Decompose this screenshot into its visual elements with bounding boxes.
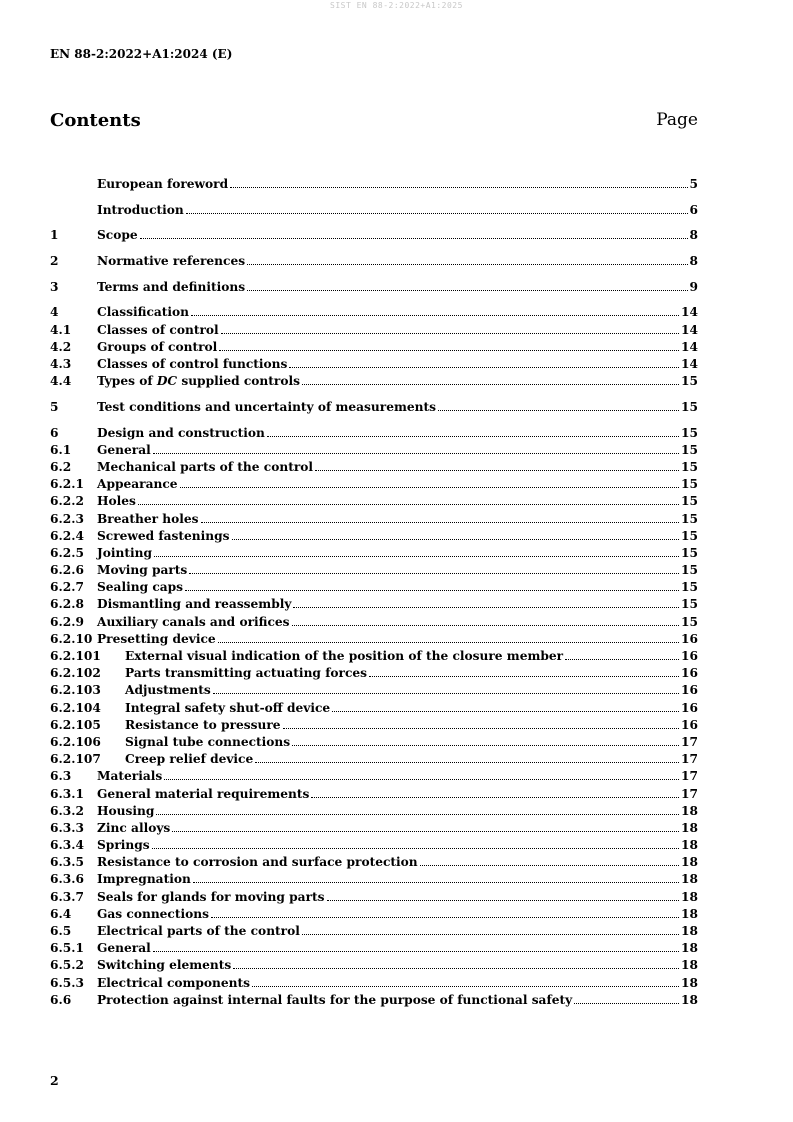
toc-entry-number: 6.5.1 [50, 941, 84, 956]
toc-entry[interactable] [50, 924, 698, 941]
toc-entry-number: 6.2.102 [50, 666, 101, 681]
toc-entry-title: European foreword [97, 177, 229, 191]
toc-entry-title: Signal tube connections [125, 734, 291, 749]
toc-entry-page: 15 [681, 459, 698, 474]
toc-entry-page: 15 [681, 374, 698, 389]
toc-entry[interactable] [50, 993, 698, 1010]
toc-entry-page: 8 [689, 228, 698, 243]
toc-dot-leader [302, 384, 679, 385]
toc-entry[interactable] [50, 941, 698, 958]
toc-entry-number: 6.2.105 [50, 717, 101, 732]
toc-entry-number: 6.2.3 [50, 511, 84, 526]
toc-entry-title: General [97, 941, 151, 956]
toc-entry-title: Classes of control [97, 322, 219, 337]
toc-entry-page: 5 [689, 177, 698, 191]
toc-dot-leader [327, 900, 680, 901]
toc-entry-page: 15 [681, 511, 698, 526]
toc-entry[interactable] [50, 683, 698, 700]
toc-entry-page: 18 [681, 924, 698, 938]
toc-entry[interactable] [50, 400, 698, 417]
toc-entry-number: 6.2.2 [50, 494, 84, 509]
toc-entry-number: 4 [50, 305, 59, 320]
toc-dot-leader [152, 848, 679, 849]
toc-entry-page: 16 [681, 649, 698, 663]
toc-entry[interactable] [50, 254, 698, 271]
toc-entry-page: 6 [689, 202, 698, 217]
toc-dot-leader [292, 745, 679, 746]
toc-dot-leader [140, 238, 688, 239]
toc-entry-title: Test conditions and uncertainty of measurements [97, 399, 436, 414]
toc-entry-page: 18 [681, 958, 698, 973]
toc-dot-leader [232, 539, 680, 540]
toc-entry-page: 14 [681, 339, 698, 354]
toc-entry-page: 15 [681, 399, 698, 414]
toc-entry[interactable] [50, 752, 698, 769]
toc-entry[interactable] [50, 701, 698, 718]
toc-entry-number: 6.2 [50, 459, 72, 474]
toc-entry-title: Resistance to pressure [125, 717, 281, 732]
toc-entry-title: Jointing [97, 545, 153, 560]
toc-entry-page: 18 [681, 906, 698, 921]
toc-entry[interactable] [50, 494, 698, 511]
toc-dot-leader [189, 573, 679, 574]
toc-entry-page: 14 [681, 305, 698, 320]
toc-dot-leader [289, 367, 679, 368]
toc-entry-number: 6.3.2 [50, 803, 84, 818]
toc-entry[interactable] [50, 357, 698, 374]
toc-entry[interactable] [50, 769, 698, 786]
toc-dot-leader [230, 187, 687, 188]
toc-entry-title: External visual indication of the position of the closure member [125, 649, 564, 663]
toc-entry[interactable] [50, 649, 698, 666]
toc-entry-page: 15 [681, 442, 698, 457]
toc-entry-title-italic: DC [156, 374, 178, 389]
toc-dot-leader [213, 693, 679, 694]
toc-entry[interactable] [50, 305, 698, 322]
toc-dot-leader [201, 522, 680, 523]
toc-entry-page: 15 [681, 425, 698, 440]
toc-entry-page: 16 [681, 631, 698, 646]
toc-entry-title: Seals for glands for moving parts [97, 889, 325, 904]
toc-entry-title: Scope [97, 228, 138, 243]
toc-entry-number: 6.2.103 [50, 683, 101, 698]
toc-entry-page: 16 [681, 683, 698, 698]
toc-entry-number: 1 [50, 228, 59, 243]
toc-entry[interactable] [50, 907, 698, 924]
toc-entry-title: Switching elements [97, 958, 232, 973]
toc-entry-page: 14 [681, 357, 698, 371]
toc-dot-leader [255, 762, 679, 763]
toc-entry-number: 6.3 [50, 769, 72, 784]
toc-entry[interactable] [50, 838, 698, 855]
toc-dot-leader [193, 882, 679, 883]
toc-entry[interactable] [50, 958, 698, 975]
toc-entry[interactable] [50, 546, 698, 563]
toc-entry-number: 6.5.3 [50, 975, 84, 990]
toc-dot-leader [191, 315, 679, 316]
toc-entry-page: 15 [681, 494, 698, 509]
toc-entry-page: 15 [681, 528, 698, 543]
toc-entry-number: 6.3.7 [50, 889, 84, 904]
toc-entry[interactable] [50, 228, 698, 245]
toc-entry-number: 6.1 [50, 442, 72, 457]
toc-entry[interactable] [50, 529, 698, 546]
toc-entry-title-part: supplied controls [177, 374, 300, 389]
toc-entry-number: 6.2.10 [50, 631, 93, 646]
toc-entry-title: General [97, 442, 151, 457]
toc-dot-leader [247, 290, 687, 291]
toc-dot-leader [219, 350, 679, 351]
toc-dot-leader [252, 986, 679, 987]
toc-entry-number: 6.2.4 [50, 528, 84, 543]
toc-entry[interactable] [50, 340, 698, 357]
toc-dot-leader [293, 607, 679, 608]
toc-entry-number: 6.3.1 [50, 786, 84, 801]
toc-entry-page: 18 [681, 975, 698, 990]
toc-entry[interactable] [50, 203, 698, 220]
toc-entry-title: General material requirements [97, 786, 310, 801]
toc-entry-number: 4.2 [50, 339, 72, 354]
toc-entry-page: 18 [681, 838, 698, 853]
page-number: 2 [50, 1073, 59, 1088]
toc-entry-page: 15 [681, 563, 698, 578]
toc-entry-title: Adjustments [125, 683, 211, 698]
toc-entry-number: 6.2.107 [50, 752, 101, 767]
toc-entry-page: 9 [689, 279, 698, 294]
toc-dot-leader [211, 917, 679, 918]
toc-dot-leader [156, 814, 679, 815]
toc-entry[interactable] [50, 374, 698, 391]
toc-entry-number: 6.4 [50, 906, 72, 921]
toc-entry[interactable] [50, 177, 698, 194]
toc-dot-leader [574, 1003, 679, 1004]
toc-entry-number: 4.4 [50, 374, 72, 389]
toc-entry-page: 18 [681, 941, 698, 956]
toc-entry-title: Gas connections [97, 906, 209, 921]
toc-entry-title: Protection against internal faults for the purpose of functional safety [97, 992, 573, 1007]
toc-entry-number: 2 [50, 254, 59, 269]
toc-entry-page: 16 [681, 700, 698, 715]
toc-entry-title: Classification [97, 305, 190, 320]
toc-entry-title: Housing [97, 803, 155, 818]
toc-entry-number: 6.5 [50, 924, 72, 938]
toc-entry-number: 6.3.6 [50, 872, 84, 887]
toc-dot-leader [247, 264, 687, 265]
toc-dot-leader [218, 642, 679, 643]
toc-entry-title: Electrical components [97, 975, 251, 990]
toc-entry[interactable] [50, 580, 698, 597]
toc-entry[interactable] [50, 426, 698, 443]
toc-dot-leader [369, 676, 679, 677]
toc-dot-leader [185, 590, 679, 591]
toc-entry-number: 6.2.7 [50, 580, 84, 595]
toc-dot-leader [292, 625, 680, 626]
toc-entry-title: Holes [97, 494, 136, 509]
toc-entry-number: 6.2.106 [50, 734, 101, 749]
toc-dot-leader [438, 410, 679, 411]
toc-entry-title: Materials [97, 769, 163, 784]
toc-entry-number: 6.3.4 [50, 838, 84, 853]
toc-entry-title: Moving parts [97, 563, 188, 578]
toc-entry[interactable] [50, 718, 698, 735]
toc-entry-title: Dismantling and reassembly [97, 597, 292, 612]
toc-dot-leader [315, 470, 679, 471]
toc-entry[interactable] [50, 855, 698, 872]
toc-entry[interactable] [50, 787, 698, 804]
document-id-header: EN 88-2:2022+A1:2024 (E) [50, 47, 233, 61]
toc-entry-page: 16 [681, 717, 698, 732]
toc-entry-title: Integral safety shut-off device [125, 700, 331, 715]
toc-entry-page: 15 [681, 614, 698, 629]
toc-entry-title: Design and construction [97, 425, 265, 440]
toc-dot-leader [221, 333, 679, 334]
toc-entry-title: Parts transmitting actuating forces [125, 666, 368, 681]
toc-entry[interactable] [50, 597, 698, 614]
toc-entry[interactable] [50, 512, 698, 529]
toc-entry-title: Introduction [97, 202, 184, 217]
toc-entry-number: 6.2.1 [50, 477, 84, 492]
toc-dot-leader [172, 831, 679, 832]
toc-dot-leader [283, 728, 680, 729]
toc-dot-leader [164, 779, 679, 780]
toc-entry-number: 6.2.9 [50, 614, 84, 629]
toc-dot-leader [154, 556, 679, 557]
toc-entry-title: Resistance to corrosion and surface protection [97, 855, 418, 870]
toc-entry[interactable] [50, 443, 698, 460]
toc-dot-leader [138, 504, 679, 505]
toc-entry-number: 5 [50, 399, 59, 414]
watermark: SIST EN 88-2:2022+A1:2025 [330, 1, 463, 10]
toc-dot-leader [153, 453, 679, 454]
toc-entry[interactable] [50, 460, 698, 477]
toc-entry-number: 6.6 [50, 992, 72, 1007]
toc-entry[interactable] [50, 323, 698, 340]
toc-entry-title: Auxiliary canals and orifices [97, 614, 290, 629]
toc-entry-page: 15 [681, 580, 698, 595]
toc-entry-number: 4.3 [50, 357, 72, 371]
toc-dot-leader [302, 934, 679, 935]
toc-entry[interactable] [50, 563, 698, 580]
toc-dot-leader [186, 213, 688, 214]
toc-entry-title [97, 374, 300, 388]
toc-dot-leader [311, 797, 679, 798]
toc-entry-number: 6.2.6 [50, 563, 84, 578]
toc-entry-page: 14 [681, 322, 698, 337]
toc-entry-page: 8 [689, 254, 698, 269]
toc-entry-page: 17 [681, 769, 698, 784]
toc-entry-page: 17 [681, 752, 698, 767]
toc-dot-leader [267, 436, 679, 437]
toc-entry-number: 6.2.101 [50, 649, 101, 663]
toc-entry[interactable] [50, 666, 698, 683]
toc-entry-title: Classes of control functions [97, 357, 288, 371]
toc-entry-number: 3 [50, 279, 59, 294]
toc-entry-page: 18 [681, 803, 698, 818]
page-column-label: Page [656, 110, 698, 130]
toc-entry-page: 17 [681, 734, 698, 749]
toc-entry-title: Mechanical parts of the control [97, 459, 314, 474]
toc-entry-page: 18 [681, 855, 698, 870]
toc-entry-number: 6.2.8 [50, 597, 84, 612]
toc-dot-leader [153, 951, 679, 952]
toc-entry-page: 18 [681, 820, 698, 835]
toc-entry-number: 6.3.3 [50, 820, 84, 835]
toc-entry-number: 4.1 [50, 322, 72, 337]
toc-entry-title: Springs [97, 838, 150, 853]
toc-entry-page: 15 [681, 545, 698, 560]
toc-entry-page: 15 [681, 597, 698, 612]
toc-dot-leader [180, 487, 680, 488]
toc-entry[interactable] [50, 872, 698, 889]
toc-entry-page: 18 [681, 889, 698, 904]
toc-entry-title: Presetting device [97, 631, 216, 646]
toc-entry-title: Normative references [97, 254, 246, 269]
toc-entry-page: 16 [681, 666, 698, 681]
toc-entry-title: Creep relief device [125, 752, 254, 767]
toc-entry-title: Screwed fastenings [97, 528, 230, 543]
toc-entry-number: 6 [50, 425, 59, 440]
toc-entry[interactable] [50, 280, 698, 297]
toc-entry-title: Electrical parts of the control [97, 924, 300, 938]
toc-dot-leader [233, 968, 679, 969]
toc-dot-leader [332, 711, 679, 712]
toc-entry-title: Terms and definitions [97, 279, 246, 294]
toc-entry[interactable] [50, 804, 698, 821]
toc-entry[interactable] [50, 735, 698, 752]
toc-entry-page: 18 [681, 872, 698, 887]
contents-heading: Contents [50, 110, 141, 131]
toc-dot-leader [420, 865, 679, 866]
toc-entry-number: 6.3.5 [50, 855, 84, 870]
toc-entry[interactable] [50, 615, 698, 632]
toc-entry[interactable] [50, 976, 698, 993]
table-of-contents [50, 177, 698, 1010]
toc-entry[interactable] [50, 632, 698, 649]
toc-entry-page: 18 [681, 992, 698, 1007]
toc-entry-page: 15 [681, 477, 698, 492]
toc-entry-title: Impregnation [97, 872, 191, 887]
toc-entry[interactable] [50, 821, 698, 838]
toc-entry-title: Sealing caps [97, 580, 184, 595]
toc-entry-title-part: Types of [97, 374, 157, 389]
toc-entry-number: 6.2.104 [50, 700, 101, 715]
toc-entry-page: 17 [681, 786, 698, 801]
toc-entry-number: 6.2.5 [50, 545, 84, 560]
toc-entry-title: Zinc alloys [97, 820, 171, 835]
toc-dot-leader [565, 659, 679, 660]
toc-entry[interactable] [50, 890, 698, 907]
toc-entry[interactable] [50, 477, 698, 494]
toc-entry-title: Groups of control [97, 339, 218, 354]
toc-entry-number: 6.5.2 [50, 958, 84, 973]
toc-entry-title: Appearance [97, 477, 178, 492]
toc-entry-title: Breather holes [97, 511, 199, 526]
